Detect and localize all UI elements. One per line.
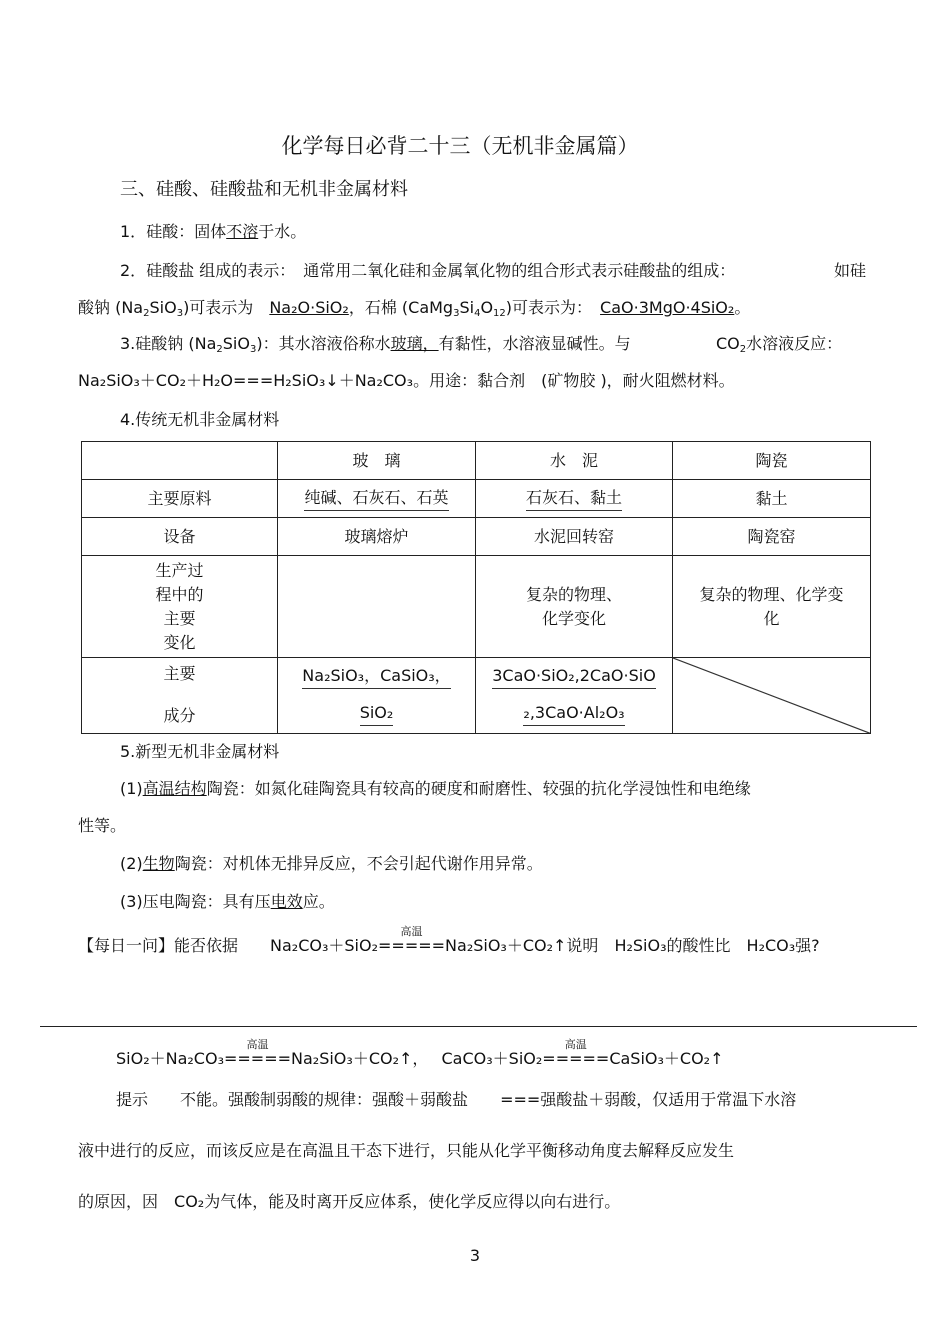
diagonal-line <box>673 658 870 733</box>
paragraph-2-line-2: 酸钠 $(Na_2SiO_3)$可表示为 Na₂O·SiO₂，石棉 $(CaMg_3Si_4O_{12})$可表示为： CaO·3MgO·4SiO₂。 <box>78 298 751 319</box>
paragraph-3-line-1-end: $CO_2$水溶液反应： <box>716 334 843 355</box>
page-title: 化学每日必背二十三（无机非金属篇） <box>281 134 639 158</box>
paragraph-1: 1．硅酸：固体不溶于水。 <box>120 222 307 241</box>
paragraph-2-line-1: 2．硅酸盐 组成的表示： 通常用二氧化硅和金属氧化物的组合形式表示硅酸盐的组成： <box>120 261 736 280</box>
item-1-line-1: (1)高温结构陶瓷：如氮化硅陶瓷具有较高的硬度和耐磨性、较强的抗化学浸蚀性和电绝缘 <box>120 779 751 798</box>
table-cell <box>278 556 476 657</box>
paragraph-3-line-1: 3.硅酸钠 $(Na_2SiO_3)$：其水溶液俗称水玻璃，有黏性，水溶液显碱性。与 <box>120 334 631 355</box>
table-cell: 石灰石、黏土 <box>476 480 673 518</box>
row-label: 主要原料 <box>82 480 278 518</box>
sodium-silicate-oxide-form: Na₂O·SiO₂ <box>269 298 349 317</box>
table-cell: 黏土 <box>673 480 871 518</box>
empty-diagonal-cell <box>673 657 871 733</box>
answer-hint-line-1: 提示 不能。强酸制弱酸的规律：强酸＋弱酸盐 ===强酸盐＋弱酸，仅适用于常温下水溶 <box>116 1090 797 1109</box>
daily-question: 【每日一问】能否依据 Na₂CO₃＋SiO₂ 高温 =====Na₂SiO₃＋CO₂↑说明 H₂SiO₃的酸性比 H₂CO₃强? <box>78 925 820 955</box>
paragraph-2-line-1-end: 如硅 <box>834 261 867 280</box>
table-cell: 陶瓷窑 <box>673 518 871 556</box>
table-cell: 3CaO·SiO₂,2CaO·SiO ₂,3CaO·Al₂O₃ <box>476 657 673 733</box>
row-label: 生产过 程中的 主要 变化 <box>82 556 278 657</box>
page-number: 3 <box>469 1246 481 1265</box>
answer-equations: SiO₂＋Na₂CO₃ 高温 =====Na₂SiO₃＋CO₂↑， CaCO₃＋SiO₂ 高温 =====CaSiO₃＋CO₂↑ <box>116 1038 724 1068</box>
table-cell: 复杂的物理、化学变 化 <box>673 556 871 657</box>
table-cell: 水泥回转窑 <box>476 518 673 556</box>
new-materials-heading: 5.新型无机非金属材料 <box>120 742 280 761</box>
table-cell: 玻璃熔炉 <box>278 518 476 556</box>
table-cell: 复杂的物理、 化学变化 <box>476 556 673 657</box>
row-label: 主要 成分 <box>82 657 278 733</box>
sodium-silicate-reaction: Na₂SiO₃＋CO₂＋H₂O===H₂SiO₃↓＋Na₂CO₃ <box>78 371 414 390</box>
traditional-materials-table <box>81 441 871 734</box>
row-label: 设备 <box>82 518 278 556</box>
table-row <box>82 556 871 657</box>
header-cell <box>82 442 278 480</box>
item-1-line-2: 性等。 <box>78 816 127 835</box>
header-cell: 水 泥 <box>476 442 673 480</box>
table-row <box>82 657 871 733</box>
header-cell: 玻 璃 <box>278 442 476 480</box>
item-3: (3)压电陶瓷：具有压电效应。 <box>120 892 335 911</box>
table-header-row <box>82 442 871 480</box>
section-heading: 三、硅酸、硅酸盐和无机非金属材料 <box>120 179 408 200</box>
header-cell: 陶瓷 <box>673 442 871 480</box>
table-cell: Na₂SiO₃，CaSiO₃， SiO₂ <box>278 657 476 733</box>
asbestos-oxide-form: CaO·3MgO·4SiO₂ <box>600 298 735 317</box>
table-heading: 4.传统无机非金属材料 <box>120 410 280 429</box>
item-2: (2)生物陶瓷：对机体无排异反应，不会引起代谢作用异常。 <box>120 854 543 873</box>
answer-hint-line-2: 液中进行的反应，而该反应是在高温且干态下进行，只能从化学平衡移动角度去解释反应发生 <box>78 1141 735 1160</box>
table-row <box>82 480 871 518</box>
divider-line <box>40 1026 917 1027</box>
answer-hint-line-3: 的原因，因 CO₂为气体，能及时离开反应体系，使化学反应得以向右进行。 <box>78 1192 621 1211</box>
paragraph-3-line-2: Na₂SiO₃＋CO₂＋H₂O===H₂SiO₃↓＋Na₂CO₃。用途：黏合剂 (矿物胶 )，耐火阻燃材料。 <box>78 371 735 390</box>
table-row <box>82 518 871 556</box>
table-cell: 纯碱、石灰石、石英 <box>278 480 476 518</box>
